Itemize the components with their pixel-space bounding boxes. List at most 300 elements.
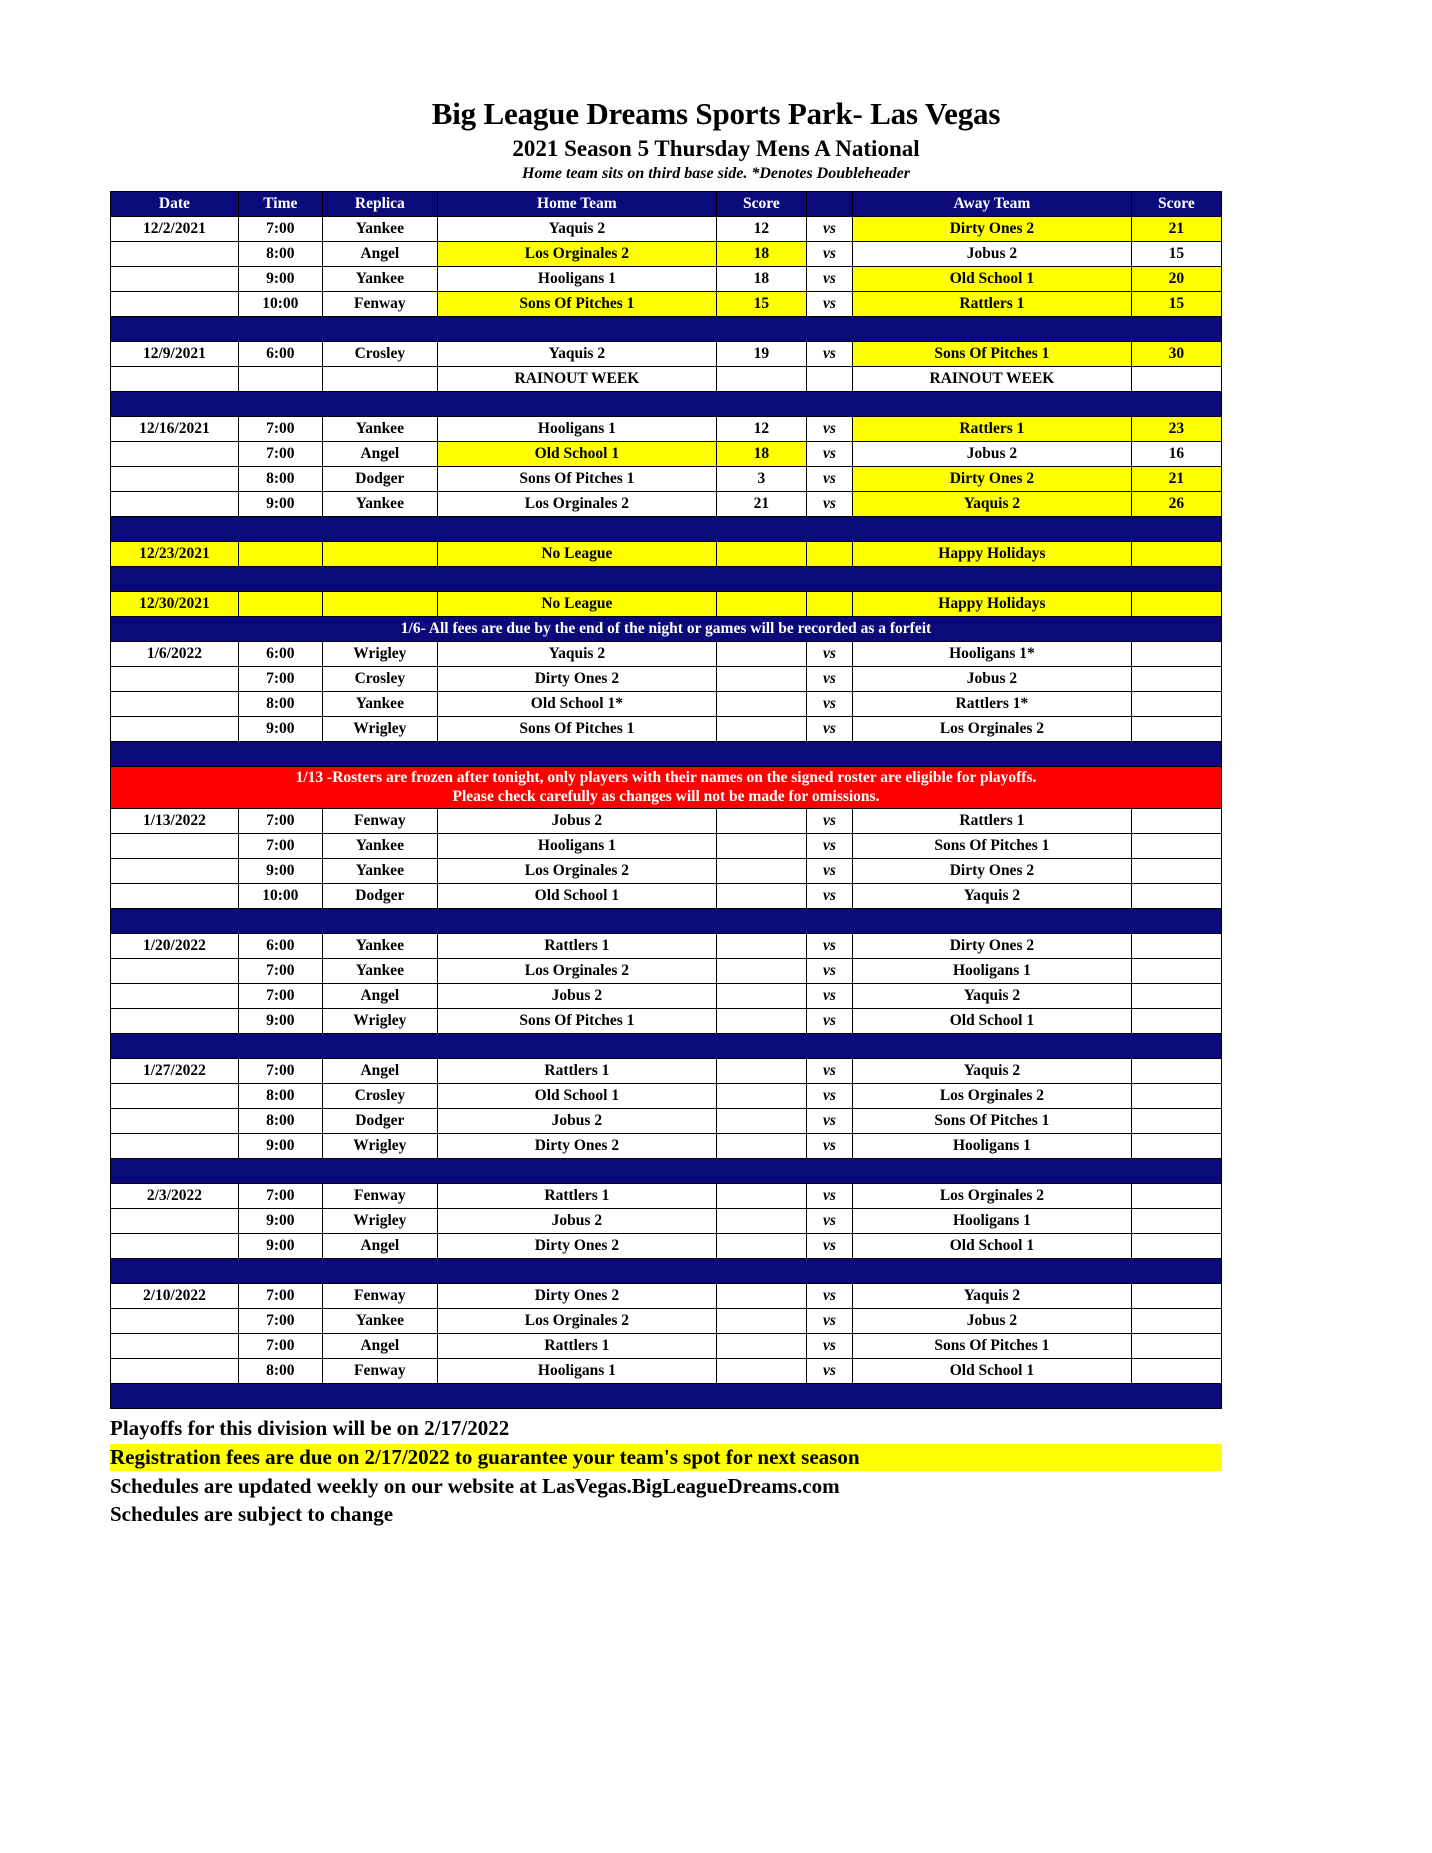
cell-time: 7:00 [238, 417, 322, 442]
cell-away-score [1131, 692, 1221, 717]
cell-replica: Wrigley [322, 1208, 437, 1233]
spacer-cell [111, 392, 1222, 417]
cell-home-team: No League [437, 592, 716, 617]
cell-time: 9:00 [238, 858, 322, 883]
cell-home-score [716, 958, 806, 983]
cell-date [111, 717, 239, 742]
cell-home-score: 19 [716, 342, 806, 367]
cell-time: 7:00 [238, 667, 322, 692]
cell-away-score: 30 [1131, 342, 1221, 367]
cell-away-team: Sons Of Pitches 1 [853, 833, 1132, 858]
cell-away-score [1131, 1183, 1221, 1208]
cell-time: 10:00 [238, 292, 322, 317]
cell-vs: vs [806, 1058, 852, 1083]
cell-vs: vs [806, 692, 852, 717]
table-row [111, 858, 1222, 883]
cell-home-score: 18 [716, 242, 806, 267]
cell-home-score [716, 1283, 806, 1308]
table-row [111, 342, 1222, 367]
cell-away-team: Los Orginales 2 [853, 1083, 1132, 1108]
cell-home-score [716, 692, 806, 717]
cell-away-score: 26 [1131, 492, 1221, 517]
cell-date [111, 1233, 239, 1258]
cell-away-score [1131, 642, 1221, 667]
cell-time: 9:00 [238, 1208, 322, 1233]
cell-time: 7:00 [238, 1058, 322, 1083]
cell-date: 12/9/2021 [111, 342, 239, 367]
cell-time: 7:00 [238, 958, 322, 983]
cell-away-score [1131, 1333, 1221, 1358]
cell-replica: Dodger [322, 467, 437, 492]
table-row [111, 883, 1222, 908]
cell-date [111, 1308, 239, 1333]
table-row [111, 1358, 1222, 1383]
cell-away-team: Hooligans 1* [853, 642, 1132, 667]
cell-home-team: Rattlers 1 [437, 1183, 716, 1208]
cell-time: 7:00 [238, 442, 322, 467]
cell-away-team: Jobus 2 [853, 442, 1132, 467]
cell-away-score [1131, 1058, 1221, 1083]
cell-home-team: Hooligans 1 [437, 267, 716, 292]
spacer-cell [111, 908, 1222, 933]
table-row [111, 217, 1222, 242]
cell-time: 6:00 [238, 933, 322, 958]
cell-replica: Angel [322, 983, 437, 1008]
cell-time: 8:00 [238, 467, 322, 492]
cell-replica: Yankee [322, 933, 437, 958]
cell-replica [322, 367, 437, 392]
cell-away-team: Sons Of Pitches 1 [853, 342, 1132, 367]
cell-date [111, 1083, 239, 1108]
cell-date [111, 1333, 239, 1358]
cell-away-team: Yaquis 2 [853, 983, 1132, 1008]
cell-away-score: 15 [1131, 242, 1221, 267]
cell-home-score: 18 [716, 442, 806, 467]
table-row [111, 667, 1222, 692]
cell-away-team: Rattlers 1* [853, 692, 1132, 717]
spacer-cell [111, 317, 1222, 342]
spacer-row [111, 1258, 1222, 1283]
cell-date [111, 667, 239, 692]
cell-home-score: 15 [716, 292, 806, 317]
cell-away-score: 15 [1131, 292, 1221, 317]
cell-away-score: 23 [1131, 417, 1221, 442]
cell-home-score [716, 1333, 806, 1358]
cell-away-score [1131, 958, 1221, 983]
cell-replica: Yankee [322, 217, 437, 242]
cell-away-team: Hooligans 1 [853, 1208, 1132, 1233]
table-body [111, 217, 1222, 1409]
cell-time [238, 367, 322, 392]
cell-home-team: Hooligans 1 [437, 417, 716, 442]
cell-vs: vs [806, 267, 852, 292]
cell-time: 7:00 [238, 833, 322, 858]
cell-date [111, 1008, 239, 1033]
cell-date: 12/16/2021 [111, 417, 239, 442]
cell-home-team: Sons Of Pitches 1 [437, 1008, 716, 1033]
cell-replica: Dodger [322, 1108, 437, 1133]
cell-home-team: Jobus 2 [437, 1208, 716, 1233]
cell-away-team: Rattlers 1 [853, 808, 1132, 833]
cell-home-score [716, 1108, 806, 1133]
table-row [111, 692, 1222, 717]
table-row [111, 1058, 1222, 1083]
cell-home-team: Hooligans 1 [437, 1358, 716, 1383]
cell-home-team: Old School 1 [437, 883, 716, 908]
cell-away-team: Old School 1 [853, 267, 1132, 292]
cell-home-team: Dirty Ones 2 [437, 1133, 716, 1158]
cell-date [111, 267, 239, 292]
cell-time [238, 542, 322, 567]
cell-date [111, 858, 239, 883]
cell-away-score: 20 [1131, 267, 1221, 292]
cell-time: 8:00 [238, 692, 322, 717]
cell-date [111, 983, 239, 1008]
cell-vs: vs [806, 667, 852, 692]
cell-time: 7:00 [238, 1308, 322, 1333]
cell-away-team: Yaquis 2 [853, 883, 1132, 908]
cell-home-score [716, 717, 806, 742]
cell-time: 9:00 [238, 717, 322, 742]
cell-vs: vs [806, 492, 852, 517]
table-row [111, 1333, 1222, 1358]
cell-date: 12/2/2021 [111, 217, 239, 242]
cell-away-team: Yaquis 2 [853, 1058, 1132, 1083]
cell-date [111, 692, 239, 717]
cell-home-score: 18 [716, 267, 806, 292]
cell-date: 1/20/2022 [111, 933, 239, 958]
cell-vs [806, 592, 852, 617]
cell-away-score: 21 [1131, 467, 1221, 492]
cell-vs: vs [806, 983, 852, 1008]
spacer-row [111, 1033, 1222, 1058]
cell-away-team: Yaquis 2 [853, 492, 1132, 517]
table-row [111, 442, 1222, 467]
cell-away-score [1131, 833, 1221, 858]
cell-home-score [716, 1008, 806, 1033]
cell-away-score [1131, 367, 1221, 392]
cell-time: 7:00 [238, 1333, 322, 1358]
table-row [111, 592, 1222, 617]
cell-replica: Crosley [322, 342, 437, 367]
cell-home-team: Yaquis 2 [437, 217, 716, 242]
cell-replica: Fenway [322, 808, 437, 833]
cell-replica: Yankee [322, 267, 437, 292]
cell-replica: Yankee [322, 858, 437, 883]
cell-home-team: Jobus 2 [437, 1108, 716, 1133]
cell-away-team: Yaquis 2 [853, 1283, 1132, 1308]
cell-away-team: Sons Of Pitches 1 [853, 1333, 1132, 1358]
cell-home-team: Rattlers 1 [437, 1333, 716, 1358]
cell-replica: Wrigley [322, 1133, 437, 1158]
cell-date [111, 1358, 239, 1383]
cell-away-team: RAINOUT WEEK [853, 367, 1132, 392]
cell-home-score [716, 667, 806, 692]
cell-home-score [716, 883, 806, 908]
cell-home-score [716, 642, 806, 667]
cell-vs: vs [806, 642, 852, 667]
cell-replica: Angel [322, 1233, 437, 1258]
cell-home-team: Dirty Ones 2 [437, 1233, 716, 1258]
table-row [111, 1233, 1222, 1258]
page-subtitle: 2021 Season 5 Thursday Mens A National [512, 136, 920, 161]
cell-home-score [716, 983, 806, 1008]
cell-vs: vs [806, 1083, 852, 1108]
cell-time: 7:00 [238, 1183, 322, 1208]
spacer-row [111, 1383, 1222, 1408]
cell-date [111, 1108, 239, 1133]
cell-home-team: No League [437, 542, 716, 567]
cell-home-team: Jobus 2 [437, 808, 716, 833]
cell-replica: Wrigley [322, 1008, 437, 1033]
cell-vs [806, 542, 852, 567]
cell-home-team: Los Orginales 2 [437, 242, 716, 267]
cell-away-score [1131, 858, 1221, 883]
cell-away-team: Jobus 2 [853, 667, 1132, 692]
cell-vs: vs [806, 292, 852, 317]
cell-away-team: Dirty Ones 2 [853, 217, 1132, 242]
cell-home-score [716, 542, 806, 567]
cell-away-score: 21 [1131, 217, 1221, 242]
cell-date [111, 292, 239, 317]
cell-home-score [716, 1208, 806, 1233]
cell-away-score [1131, 983, 1221, 1008]
cell-home-score [716, 833, 806, 858]
table-row [111, 492, 1222, 517]
column-header-home-team: Home Team [437, 192, 716, 217]
cell-away-team: Old School 1 [853, 1358, 1132, 1383]
column-header-away-score: Score [1131, 192, 1221, 217]
cell-home-score [716, 858, 806, 883]
cell-home-team: Rattlers 1 [437, 1058, 716, 1083]
notice-row-red [111, 767, 1222, 809]
cell-date [111, 1208, 239, 1233]
cell-home-score [716, 1133, 806, 1158]
cell-home-score [716, 592, 806, 617]
spacer-cell [111, 517, 1222, 542]
cell-home-team: Yaquis 2 [437, 342, 716, 367]
cell-vs: vs [806, 342, 852, 367]
cell-date [111, 492, 239, 517]
cell-time: 9:00 [238, 1233, 322, 1258]
cell-away-team: Jobus 2 [853, 1308, 1132, 1333]
cell-time: 9:00 [238, 492, 322, 517]
cell-time: 9:00 [238, 1008, 322, 1033]
spacer-cell [111, 1158, 1222, 1183]
cell-date [111, 833, 239, 858]
cell-home-team: Hooligans 1 [437, 833, 716, 858]
cell-home-score [716, 933, 806, 958]
spacer-cell [111, 742, 1222, 767]
cell-home-score: 3 [716, 467, 806, 492]
cell-date: 1/6/2022 [111, 642, 239, 667]
table-row [111, 367, 1222, 392]
cell-home-score [716, 808, 806, 833]
spacer-cell [111, 1383, 1222, 1408]
cell-away-score [1131, 1308, 1221, 1333]
cell-away-team: Hooligans 1 [853, 1133, 1132, 1158]
cell-away-team: Hooligans 1 [853, 958, 1132, 983]
cell-replica: Yankee [322, 1308, 437, 1333]
cell-away-team: Dirty Ones 2 [853, 467, 1132, 492]
footer-website: Schedules are updated weekly on our website at LasVegas.BigLeagueDreams.com [110, 1473, 840, 1498]
cell-replica: Angel [322, 1058, 437, 1083]
cell-away-score [1131, 933, 1221, 958]
cell-vs: vs [806, 242, 852, 267]
cell-home-team: Old School 1 [437, 1083, 716, 1108]
cell-time: 7:00 [238, 1283, 322, 1308]
cell-home-score: 12 [716, 217, 806, 242]
cell-replica: Angel [322, 1333, 437, 1358]
cell-away-score [1131, 1108, 1221, 1133]
cell-date [111, 242, 239, 267]
cell-away-team: Dirty Ones 2 [853, 858, 1132, 883]
spacer-cell [111, 1258, 1222, 1283]
cell-away-team: Los Orginales 2 [853, 1183, 1132, 1208]
cell-vs [806, 367, 852, 392]
table-row [111, 833, 1222, 858]
cell-date [111, 467, 239, 492]
cell-date: 1/13/2022 [111, 808, 239, 833]
cell-replica: Angel [322, 442, 437, 467]
spacer-row [111, 392, 1222, 417]
cell-replica: Fenway [322, 1283, 437, 1308]
cell-home-score [716, 1083, 806, 1108]
cell-away-team: Sons Of Pitches 1 [853, 1108, 1132, 1133]
table-row [111, 1008, 1222, 1033]
table-row [111, 1183, 1222, 1208]
table-row [111, 267, 1222, 292]
cell-time [238, 592, 322, 617]
cell-replica [322, 542, 437, 567]
cell-home-team: Sons Of Pitches 1 [437, 467, 716, 492]
cell-vs: vs [806, 1333, 852, 1358]
page-note: Home team sits on third base side. *Denotes Doubleheader [522, 165, 910, 182]
cell-date: 2/10/2022 [111, 1283, 239, 1308]
table-row [111, 933, 1222, 958]
cell-vs: vs [806, 1183, 852, 1208]
cell-away-score [1131, 542, 1221, 567]
cell-away-score [1131, 1083, 1221, 1108]
column-header-date: Date [111, 192, 239, 217]
table-row [111, 958, 1222, 983]
spacer-row [111, 517, 1222, 542]
cell-vs: vs [806, 217, 852, 242]
cell-away-score: 16 [1131, 442, 1221, 467]
cell-home-score [716, 1233, 806, 1258]
column-header-vs [806, 192, 852, 217]
table-row [111, 1308, 1222, 1333]
spacer-row [111, 317, 1222, 342]
spacer-cell [111, 1033, 1222, 1058]
table-row [111, 417, 1222, 442]
cell-time: 7:00 [238, 983, 322, 1008]
cell-vs: vs [806, 717, 852, 742]
table-row [111, 1283, 1222, 1308]
cell-vs: vs [806, 833, 852, 858]
table-row [111, 467, 1222, 492]
cell-vs: vs [806, 883, 852, 908]
cell-date: 12/23/2021 [111, 542, 239, 567]
cell-away-team: Los Orginales 2 [853, 717, 1132, 742]
cell-date: 12/30/2021 [111, 592, 239, 617]
cell-time: 8:00 [238, 242, 322, 267]
cell-vs: vs [806, 858, 852, 883]
roster-freeze-line-2: Please check carefully as changes will not be made for omissions. [452, 788, 880, 806]
cell-date [111, 442, 239, 467]
cell-home-score [716, 1058, 806, 1083]
cell-replica: Yankee [322, 492, 437, 517]
cell-replica: Fenway [322, 1183, 437, 1208]
footer-registration: Registration fees are due on 2/17/2022 to guarantee your team's spot for next season [110, 1444, 1222, 1471]
cell-home-score [716, 1308, 806, 1333]
cell-home-team: Old School 1* [437, 692, 716, 717]
cell-home-score [716, 1183, 806, 1208]
table-row [111, 983, 1222, 1008]
cell-away-team: Old School 1 [853, 1008, 1132, 1033]
cell-replica: Yankee [322, 417, 437, 442]
spacer-row [111, 1158, 1222, 1183]
cell-home-score [716, 367, 806, 392]
cell-replica: Angel [322, 242, 437, 267]
cell-vs: vs [806, 808, 852, 833]
cell-date [111, 958, 239, 983]
cell-replica [322, 592, 437, 617]
cell-away-team: Old School 1 [853, 1233, 1132, 1258]
cell-away-team: Jobus 2 [853, 242, 1132, 267]
cell-time: 6:00 [238, 342, 322, 367]
cell-home-team: Rattlers 1 [437, 933, 716, 958]
cell-time: 7:00 [238, 217, 322, 242]
roster-freeze-notice [111, 767, 1222, 809]
cell-away-team: Rattlers 1 [853, 417, 1132, 442]
cell-home-team: Dirty Ones 2 [437, 1283, 716, 1308]
cell-vs: vs [806, 467, 852, 492]
table-row [111, 642, 1222, 667]
cell-time: 7:00 [238, 808, 322, 833]
cell-date [111, 1133, 239, 1158]
cell-home-score: 12 [716, 417, 806, 442]
cell-vs: vs [806, 1233, 852, 1258]
cell-time: 10:00 [238, 883, 322, 908]
cell-away-score [1131, 883, 1221, 908]
cell-home-score: 21 [716, 492, 806, 517]
column-header-time: Time [238, 192, 322, 217]
cell-vs: vs [806, 1358, 852, 1383]
cell-home-score [716, 1358, 806, 1383]
cell-vs: vs [806, 958, 852, 983]
table-row [111, 1208, 1222, 1233]
cell-away-score [1131, 717, 1221, 742]
cell-home-team: Los Orginales 2 [437, 1308, 716, 1333]
cell-away-score [1131, 667, 1221, 692]
cell-home-team: Los Orginales 2 [437, 492, 716, 517]
cell-home-team: RAINOUT WEEK [437, 367, 716, 392]
table-row [111, 1108, 1222, 1133]
cell-vs: vs [806, 1308, 852, 1333]
cell-home-team: Jobus 2 [437, 983, 716, 1008]
page-title: Big League Dreams Sports Park- Las Vegas [431, 96, 1001, 131]
table-row [111, 292, 1222, 317]
cell-away-score [1131, 1008, 1221, 1033]
cell-away-score [1131, 808, 1221, 833]
table-row [111, 242, 1222, 267]
cell-home-team: Yaquis 2 [437, 642, 716, 667]
cell-replica: Wrigley [322, 717, 437, 742]
cell-away-score [1131, 1133, 1221, 1158]
cell-time: 8:00 [238, 1108, 322, 1133]
roster-freeze-line-1: 1/13 -Rosters are frozen after tonight, only players with their names on the signed roster are eligible for playoffs. [295, 769, 1037, 786]
